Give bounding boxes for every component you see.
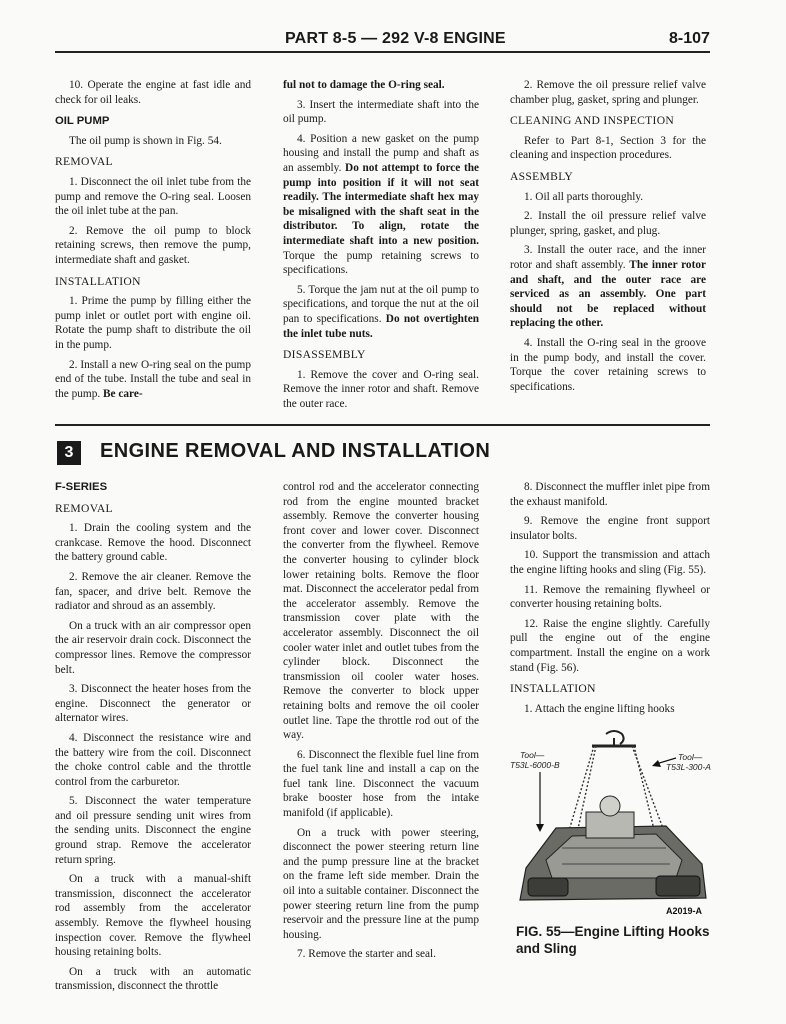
engine-removal-step-10: 10. Support the transmission and attach the engine lifting hooks and sling (Fig. 55). (510, 549, 710, 576)
manual-shift-note: On a truck with a manual-shift transmission, disconnect the accelerator rod assembly from the accelerator assembly. Remove the flywheel housing inspection cover. Remove the flywheel housing retaining bolts. (55, 873, 251, 959)
step-10-text: 10. Operate the engine at fast idle and check for oil leaks. (55, 79, 251, 106)
section-title: ENGINE REMOVAL AND INSTALLATION (100, 440, 491, 462)
engine-removal-step-11: 11. Remove the remaining flywheel or converter housing retaining bolts. (510, 583, 710, 611)
engine-removal-step-4: 4. Disconnect the resistance wire and the battery wire from the coil. Disconnect the choke control cable and the throttle control from the carburetor. (55, 731, 251, 788)
engine-removal-step-5: 5. Disconnect the water temperature and oil pressure sending unit wires from the sending units. Disconnect the engine ground strap. Remove the accelerator return spring. (55, 795, 251, 866)
engine-lifting-figure (506, 728, 714, 918)
engine-removal-step-3: 3. Disconnect the heater hoses from the engine. Disconnect the generator or alternator wires. (55, 683, 251, 725)
removal-step-1: 1. Disconnect the oil inlet tube from the pump and remove the O-ring seal. Loosen the oil inlet tube at the pan. (55, 175, 251, 218)
figure-caption: FIG. 55—Engine Lifting Hooks and Sling (516, 924, 710, 956)
tool-left-label: Tool— (520, 750, 545, 760)
assembly-step-2: 2. Install the oil pressure relief valve plunger, spring, gasket, and plug. (510, 210, 706, 237)
cleaning-heading: CLEANING AND INSPECTION (510, 114, 675, 128)
install-step-5-caution: Do not overtighten the inlet tube nuts. (283, 312, 479, 340)
engine-installation-heading: INSTALLATION (510, 682, 596, 696)
install-step-5-text: 5. Torque the jam nut at the oil pump to specifications, and torque the nut at the oil pan to specifications. (283, 283, 479, 325)
section-number-badge: 3 (57, 441, 81, 465)
cleaning-text: Refer to Part 8-1, Section 3 for the cleaning and inspection procedures. (510, 134, 706, 162)
engine-removal-step-9: 9. Remove the engine front support insulator bolts. (510, 515, 710, 542)
engine-removal-heading: REMOVAL (55, 501, 113, 515)
install-step-4 (283, 132, 479, 278)
header-rule (55, 51, 710, 53)
air-compressor-note: On a truck with an air compressor open the air reservoir drain cock. Disconnect the compressor lines. Remove the compressor belt. (55, 619, 251, 676)
assembly-step-4: 4. Install the O-ring seal in the groove in the pump body, and install the cover. Torque the cover retaining screws to specifications. (510, 336, 706, 393)
page-header-title: PART 8-5 — 292 V-8 ENGINE (285, 30, 506, 47)
automatic-note-continued: control rod and the accelerator connecting rod from the engine mounted bracket assembly. Remove the converter housing front cover and lower cover. Disconnect the converter from the flywheel. Remove the converter housing to cylinder block lower retaining bolts. Remove the floor mat. Disconnect the accelerator pedal from the accelerator assembly. Remove the transmission cover plate with the accelerator assembly. Disconnect the oil cooler water inlet and outlet tubes from the cylinder block. Disconnect the transmission oil cooler water hoses. Remove the converter to block upper retaining bolts and remove the oil cooler outlet line. Tape the throttle rod out of the way. (283, 481, 479, 742)
automatic-note: On a truck with an automatic transmission, disconnect the throttle (55, 965, 251, 993)
tool-right-label: Tool— (678, 752, 703, 762)
install-step-5 (283, 283, 479, 341)
f-series-heading: F-SERIES (55, 481, 108, 493)
bottom-column-2 (283, 480, 479, 967)
engine-removal-step-7: 7. Remove the starter and seal. (297, 948, 436, 961)
tool-left-code: T53L-6000-B (510, 760, 560, 770)
caution-text: ful not to damage the O-ring seal. (283, 79, 445, 91)
top-column-1 (55, 78, 251, 406)
install-step-4-caution: Do not attempt to force the pump into position if it will not seat readily. The intermediate shaft hex may be misaligned with the shaft seat in the distributor. To align, rotate the intermediate shaft into a new position. (283, 161, 480, 247)
top-column-3 (510, 78, 706, 399)
disassembly-step-2: 2. Remove the oil pressure relief valve chamber plug, gasket, spring and plunger. (510, 79, 706, 106)
assembly-step-3 (510, 243, 706, 331)
install-step-3: 3. Insert the intermediate shaft into the oil pump. (283, 98, 479, 126)
install-step-2-text: 2. Install a new O-ring seal on the pump end of the tube. Install the tube and seal in the pump. (55, 358, 251, 400)
engine-removal-step-6: 6. Disconnect the flexible fuel line from the fuel tank line and install a cap on the fuel tank line. Disconnect the vacuum brake booster hose from the intake manifold (if applicable). (283, 748, 479, 820)
page-number: 8-107 (669, 30, 710, 47)
engine-removal-step-1: 1. Drain the cooling system and the crankcase. Remove the hood. Disconnect the battery ground cable. (55, 522, 251, 564)
disassembly-step-1: 1. Remove the cover and O-ring seal. Remove the inner rotor and shaft. Remove the outer race. (283, 368, 479, 410)
assembly-heading: ASSEMBLY (510, 169, 574, 183)
engine-install-step-1: 1. Attach the engine lifting hooks (524, 702, 675, 715)
tool-right-code: T53L-300-A (666, 762, 711, 772)
assembly-step-3-text: 3. Install the outer race, and the inner rotor and shaft assembly. (510, 244, 706, 271)
install-step-2-caution: Be care- (103, 387, 143, 400)
install-step-2 (55, 358, 251, 402)
section-rule (55, 424, 710, 426)
oil-pump-heading: OIL PUMP (55, 115, 110, 128)
engine-removal-step-2: 2. Remove the air cleaner. Remove the fan, spacer, and drive belt. Remove the radiator and shroud as an assembly. (55, 570, 251, 613)
oil-pump-intro: The oil pump is shown in Fig. 54. (69, 134, 222, 147)
assembly-step-1: 1. Oil all parts thoroughly. (524, 190, 644, 203)
bottom-column-3 (510, 480, 710, 721)
install-step-4-end: Torque the pump retaining screws to specifications. (283, 249, 479, 277)
install-step-1: 1. Prime the pump by filling either the pump inlet or outlet port with engine oil. Rotate the pump shaft to distribute the oil in the pump. (55, 295, 251, 351)
removal-heading: REMOVAL (55, 155, 113, 169)
top-column-2 (283, 78, 479, 416)
install-step-4-text: 4. Position a new gasket on the pump housing and install the pump and shaft as an assembly. (283, 132, 479, 174)
disassembly-heading: DISASSEMBLY (283, 348, 366, 362)
power-steering-note: On a truck with power steering, disconnect the power steering return line and the pump pressure line at the bracket on the frame left side member. Drain the oil into a suitable container. Disconnect the power steering return line from the pump reservoir and the pressure line at the pump housing. (283, 826, 479, 941)
engine-removal-step-8: 8. Disconnect the muffler inlet pipe from the exhaust manifold. (510, 481, 710, 508)
removal-step-2: 2. Remove the oil pump to block retaining screws, then remove the pump, intermediate shaft and gasket. (55, 224, 251, 266)
engine-removal-step-12: 12. Raise the engine slightly. Carefully pull the engine out of the engine compartment. Install the engine on a work stand (Fig. 56). (510, 617, 710, 674)
bottom-column-1 (55, 480, 251, 999)
assembly-step-3-caution: The inner rotor and shaft, and the outer race are serviced as an assembly. One part should not be replaced without replacing the other. (510, 258, 706, 330)
installation-heading: INSTALLATION (55, 274, 141, 288)
caution-continued (283, 78, 479, 93)
figure-code: A2019-A (666, 906, 703, 916)
